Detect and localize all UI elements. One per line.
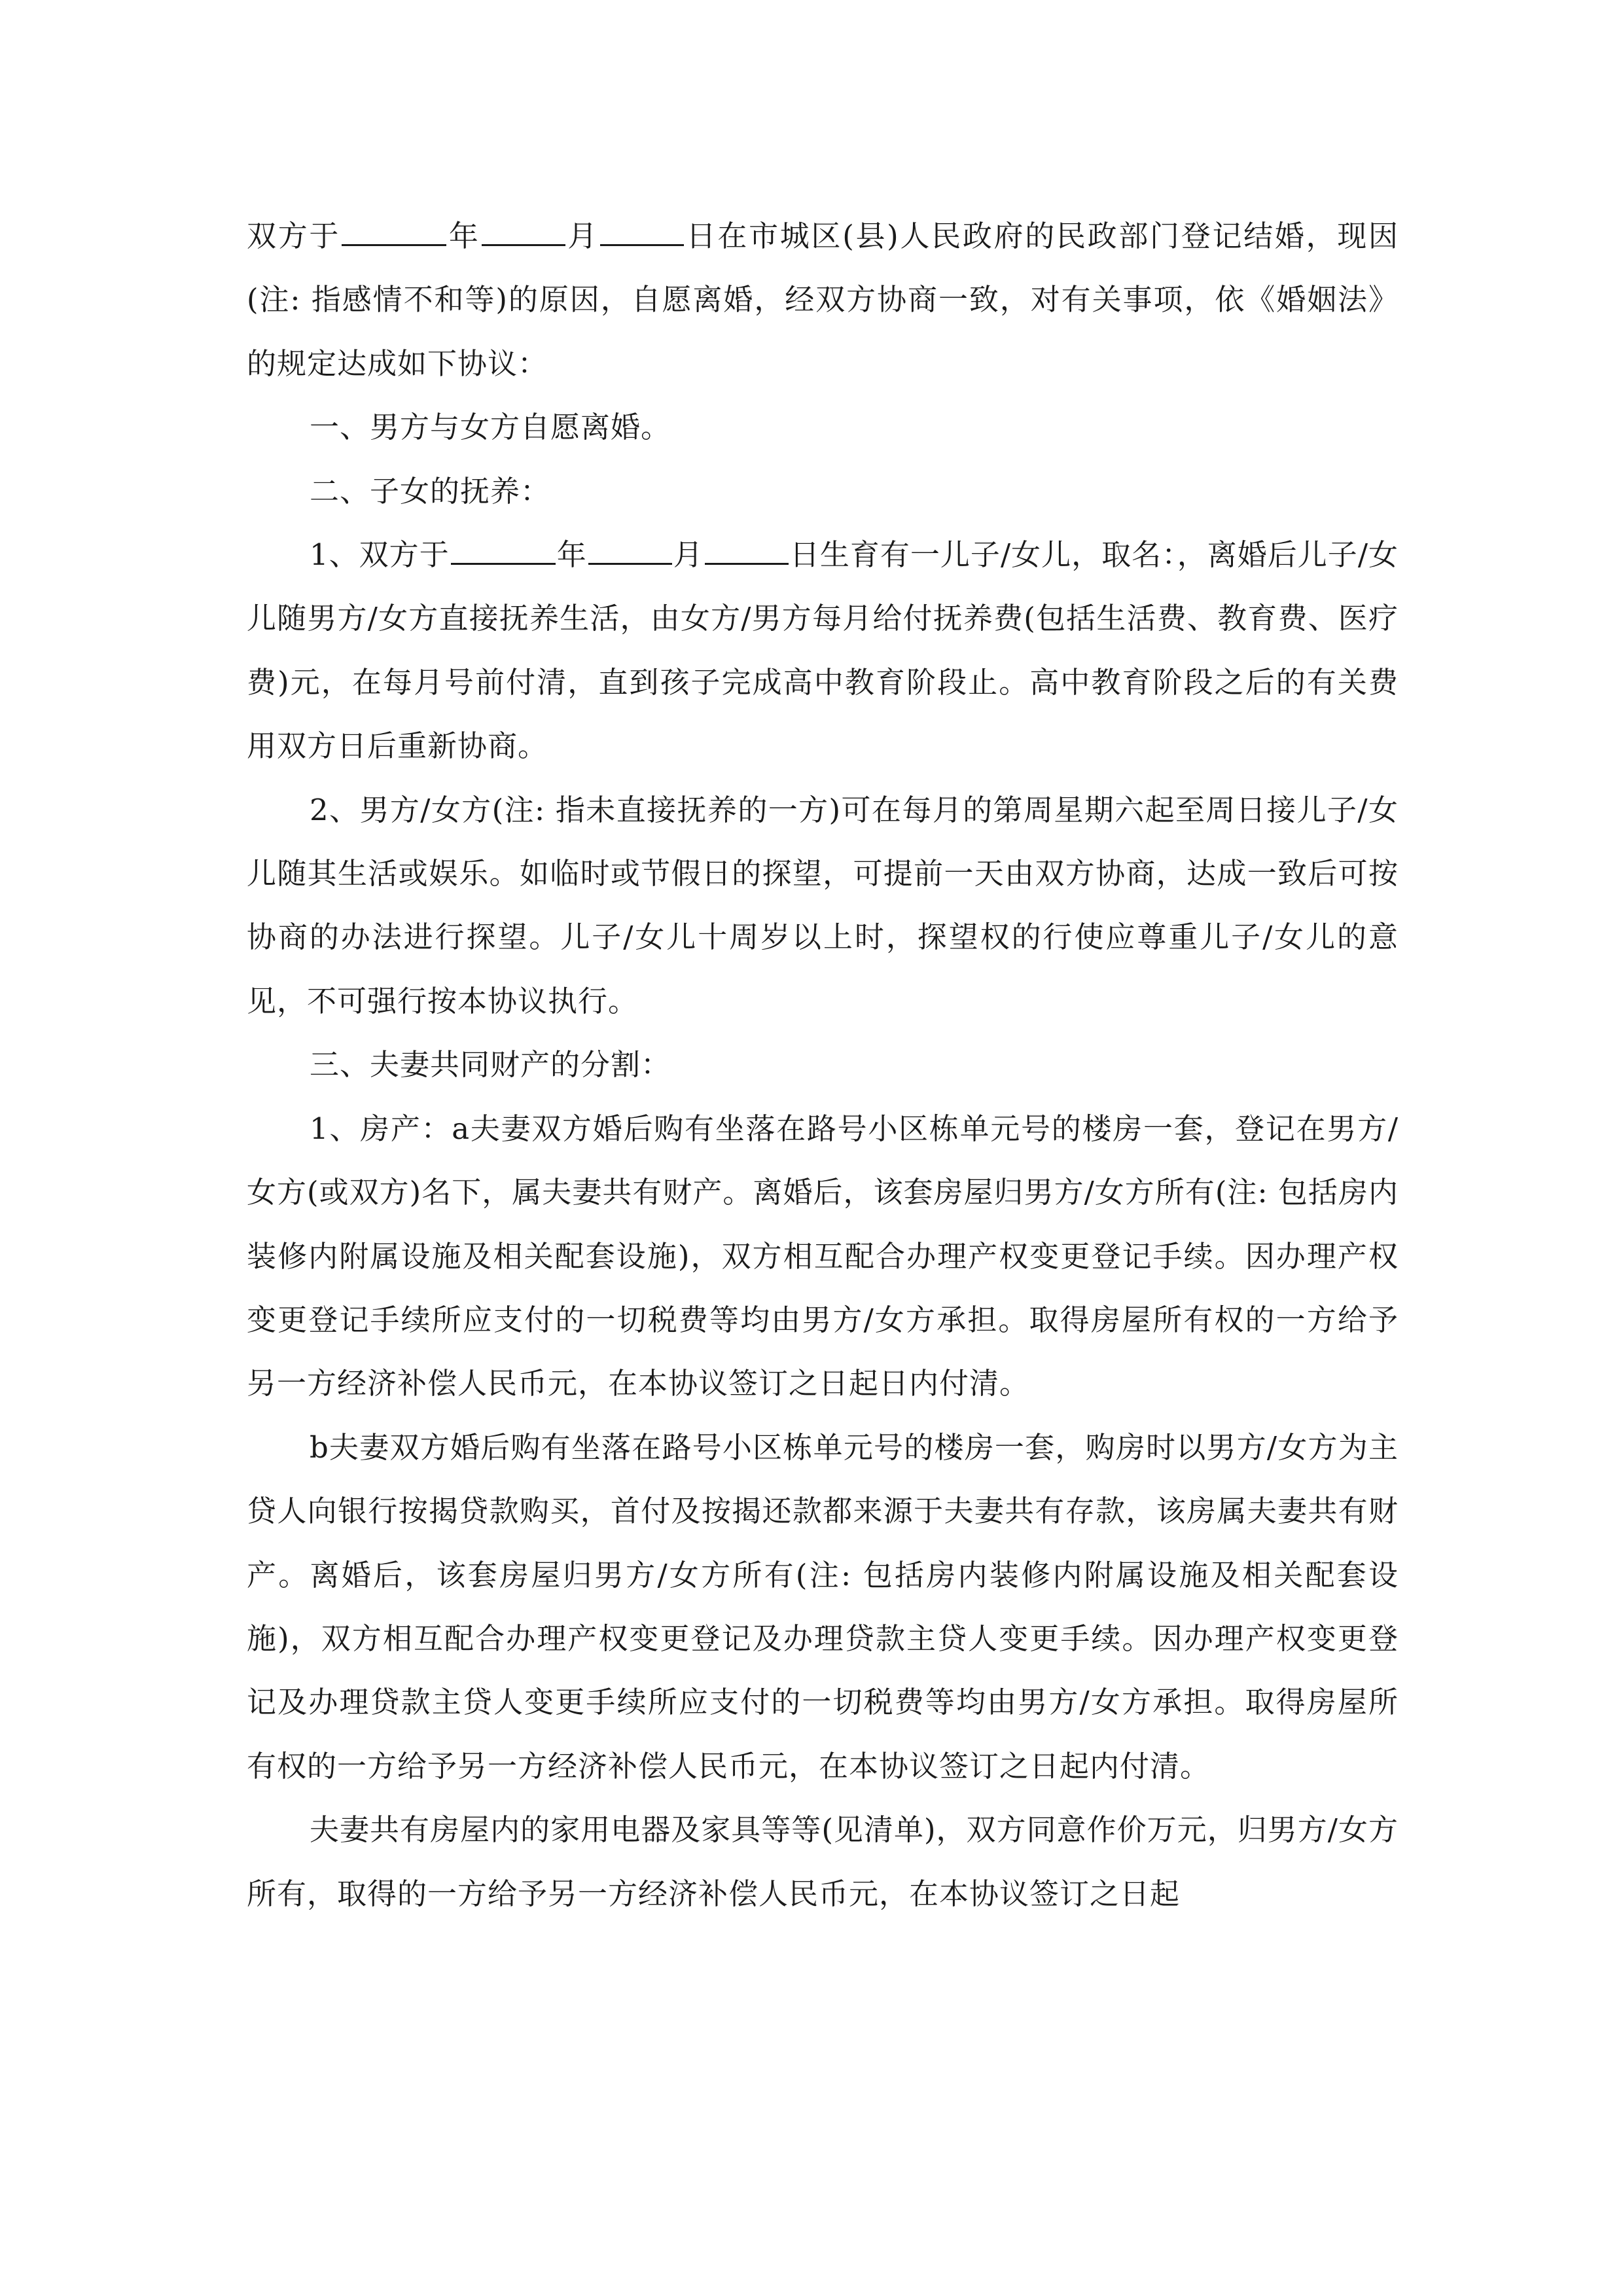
clause-real-estate-a: 1、房产：a夫妻双方婚后购有坐落在路号小区栋单元号的楼房一套，登记在男方/女方(或双方)名下，属夫妻共有财产。离婚后，该套房屋归男方/女方所有(注: 包括房内装修内附属设施及相关配套设施)，双方相互配合办理产权变更登记手续。因办理产权变更登记手续所应支付的一切税费等均由男方/女方承担。取得房屋所有权的一方给予另一方经济补偿人民币元，在本协议签订之日起日内付清。 (247, 1111, 1399, 1401)
blank-year-field (342, 221, 446, 246)
blank-month-field (482, 221, 565, 246)
clause-real-estate-b: b夫妻双方婚后购有坐落在路号小区栋单元号的楼房一套，购房时以男方/女方为主贷人向银行按揭贷款购买，首付及按揭还款都来源于夫妻共有存款，该房属夫妻共有财产。离婚后，该套房屋归男方/女方所有(注: 包括房内装修内附属设施及相关配套设施)，双方相互配合办理产权变更登记及办理贷款主贷人变更手续。因办理产权变更登记及办理贷款主贷人变更手续所应支付的一切税费等均由男方/女方承担。取得房屋所有权的一方给予另一方经济补偿人民币元，在本协议签订之日起内付清。 (247, 1429, 1399, 1784)
text-segment: 日生育有一儿子/女儿，取名：，离婚后儿子/女儿随男方/女方直接抚养生活，由女方/男方每月给付抚养费(包括生活费、教育费、医疗费)元，在每月号前付清，直到孩子完成高中教育阶段止。高中教育阶段之后的有关费用双方日后重新协商。 (247, 537, 1399, 764)
blank-day-field (600, 221, 684, 246)
blank-month-field (588, 539, 672, 565)
text-segment: 双方于 (247, 219, 341, 253)
paragraph-marriage-registration (247, 204, 1399, 395)
text-segment: 月 (566, 219, 599, 253)
text-segment: 日在市城区(县)人民政府的民政部门登记结婚，现因(注: 指感情不和等)的原因，自愿离婚，经双方协商一致，对有关事项，依《婚姻法》的规定达成如下协议： (247, 219, 1399, 381)
text-segment: 月 (673, 537, 704, 573)
clause-child-support (247, 523, 1399, 778)
blank-year-field (451, 539, 556, 565)
document-body (247, 204, 1399, 1926)
text-segment: 年 (556, 537, 587, 573)
section-heading-property-division: 三、夫妻共同财产的分割： (310, 1047, 671, 1083)
text-segment: 1、双方于 (310, 537, 450, 573)
section-heading-child-custody: 二、子女的抚养： (310, 473, 551, 509)
clause-visitation-rights: 2、男方/女方(注: 指未直接抚养的一方)可在每月的第周星期六起至周日接儿子/女儿随其生活或娱乐。如临时或节假日的探望，可提前一天由双方协商，达成一致后可按协商的办法进行探望。儿子/女儿十周岁以上时，探望权的行使应尊重儿子/女儿的意见，不可强行按本协议执行。 (247, 792, 1399, 1018)
clause-household-items: 夫妻共有房屋内的家用电器及家具等等(见清单)，双方同意作价万元，归男方/女方所有，取得的一方给予另一方经济补偿人民币元，在本协议签订之日起 (247, 1812, 1399, 1911)
blank-day-field (705, 539, 789, 565)
text-segment: 年 (448, 219, 480, 253)
clause-1-voluntary-divorce: 一、男方与女方自愿离婚。 (310, 410, 671, 445)
